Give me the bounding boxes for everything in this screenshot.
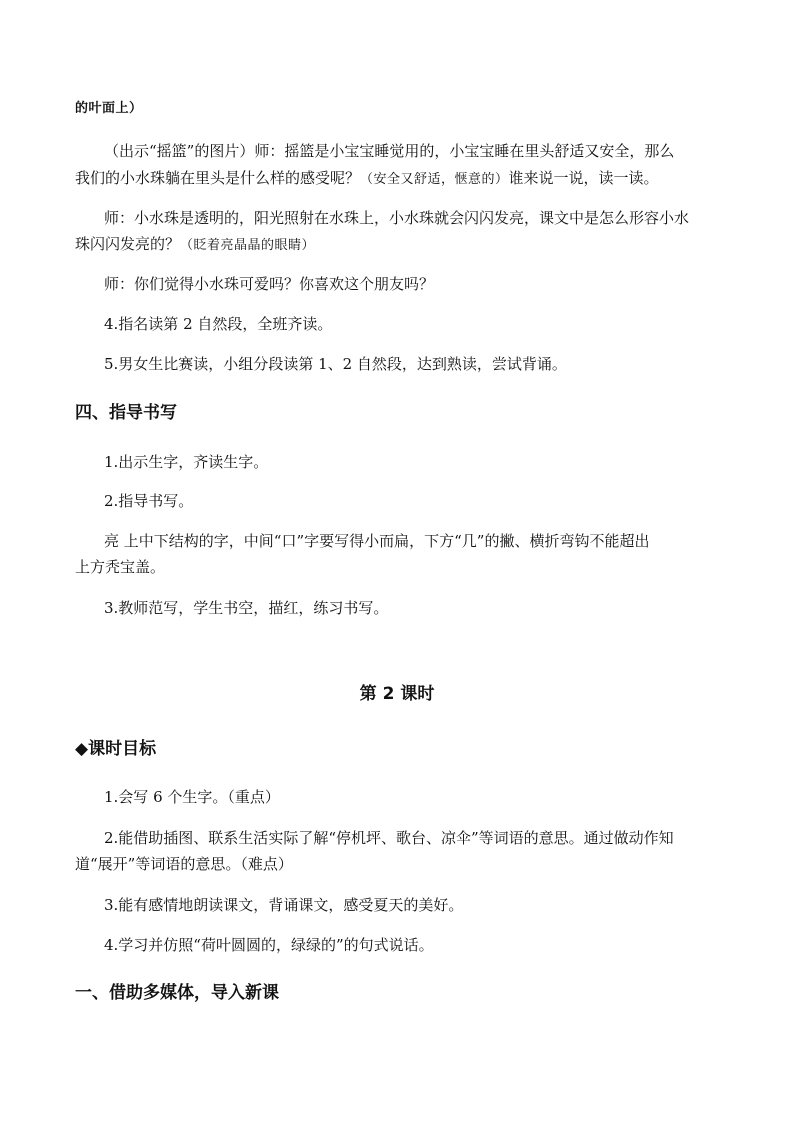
text-line: 2.指导书写。	[104, 492, 194, 510]
answer-note: （安全又舒适，惬意的）	[360, 172, 509, 187]
text-span: 我们的小水珠躺在里头是什么样的感受呢？	[75, 169, 361, 187]
text-line	[75, 234, 315, 256]
text-line	[75, 168, 659, 190]
text-line: 4.指名读第 2 自然段，全班齐读。	[104, 315, 333, 333]
text-line: 5.男女生比赛读，小组分段读第 1、2 自然段，达到熟读，尝试背诵。	[104, 355, 567, 373]
text-line: 上方秃宝盖。	[75, 558, 166, 576]
text-line: 3.能有感情地朗读课文，背诵课文，感受夏天的美好。	[104, 896, 464, 914]
text-line: 1.出示生字，齐读生字。	[104, 453, 269, 471]
text-line: 4.学习并仿照“荷叶圆圆的，绿绿的”的句式说话。	[104, 936, 434, 954]
answer-note: （眨着亮晶晶的眼睛）	[180, 238, 316, 253]
text-line: 师：小水珠是透明的，阳光照射在水珠上，小水珠就会闪闪发亮，课文中是怎么形容小水	[104, 209, 690, 227]
text-line: 亮 上中下结构的字，中间“口”字要写得小而扁，下方“几”的撇、横折弯钩不能超出	[104, 532, 650, 550]
text-line: 3.教师范写，学生书空，描红，练习书写。	[104, 599, 389, 617]
section-heading: 四、指导书写	[75, 403, 177, 423]
text-span: 珠闪闪发亮的？	[75, 235, 181, 253]
text-line: 师：你们觉得小水珠可爱吗？你喜欢这个朋友吗？	[104, 275, 435, 293]
text-line: 的叶面上）	[75, 101, 143, 116]
text-line: （出示“摇篮”的图片）师：摇篮是小宝宝睡觉用的，小宝宝睡在里头舒适又安全，那么	[104, 142, 675, 160]
text-line: 2.能借助插图、联系生活实际了解“停机坪、歌台、凉伞”等词语的意思。通过做动作知	[104, 829, 674, 847]
lesson-title: 第 2 课时	[359, 684, 435, 704]
text-line: 道“展开”等词语的意思。（难点）	[75, 855, 293, 873]
text-span: 谁来说一说，读一读。	[508, 169, 659, 187]
text-line: 1.会写 6 个生字。（重点）	[104, 788, 280, 806]
section-heading: 一、借助多媒体，导入新课	[75, 983, 279, 1003]
section-heading: ◆课时目标	[75, 739, 157, 759]
